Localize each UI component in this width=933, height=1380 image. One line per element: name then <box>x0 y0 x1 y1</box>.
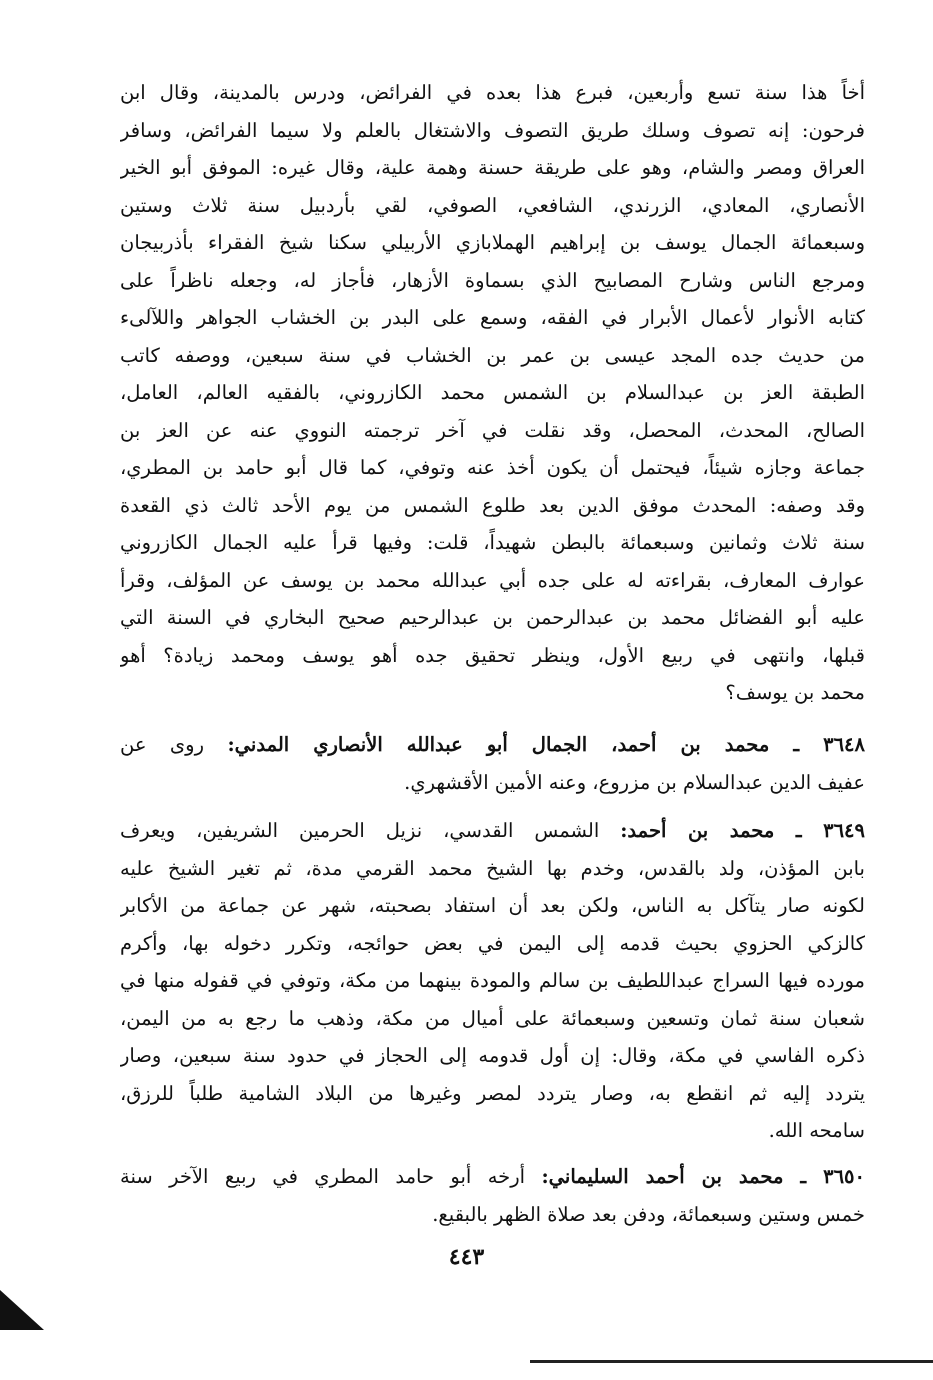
text-line: بابن المؤذن، ولد بالقدس، وخدم بها الشيخ محمد القرمي مدة، ثم تغير الشيخ عليه <box>120 856 865 880</box>
text-line: كالزكي الحزوي بحيث قدمه إلى اليمن في بعض حوائجه، وتكرر دخوله بها، وأكرم <box>120 931 865 955</box>
text-line: شعبان سنة ثمان وتسعين وسبعمائة على أميال من مكة، وذهب ما رجع به من اليمن، <box>120 1006 865 1030</box>
entry-3649 <box>120 812 865 1150</box>
entry-first-line <box>120 1158 865 1196</box>
text-line: جماعة وجازه شيئاً، فيحتمل أن يكون أخذ عنه وتوفي، كما قال أبو حامد بن المطري، <box>120 456 865 479</box>
text-line: ذكره الفاسي في مكة، وقال: إن أول قدومه إلى الحجاز في حدود سنة سبعين، وصار <box>120 1044 865 1067</box>
text-line: لكونه صار يتآكل به الناس، ولكن بعد أن استفاد بصحبته، شهر عن جماعة من الأكابر <box>120 894 865 917</box>
scan-corner-shadow <box>0 1290 44 1330</box>
entry-heading: ٣٦٥٠ ـ محمد بن أحمد السليماني: <box>541 1165 865 1188</box>
text-line: سامحه الله. <box>768 1119 865 1142</box>
text-line: كتابه الأنوار لأعمال الأبرار في الفقه، وسمع على البدر بن الخشاب الجواهر واللآلىء <box>120 306 865 329</box>
entry-3650 <box>120 1158 865 1233</box>
text-line: يتردد إليه ثم انقطع به، وصار يتردد لمصر وغيرها من البلاد الشامية طلباً للرزق، <box>120 1081 865 1105</box>
entry-text: روى عن <box>120 733 228 756</box>
text-line: عفيف الدين عبدالسلام بن مزروع، وعنه الأمين الأقشهري. <box>404 770 865 794</box>
text-line: الطبقة العز بن عبدالسلام بن الشمس محمد الكازروني، بالفقيه العالم، العامل، <box>120 381 865 404</box>
text-line: قبلها، وانتهى في ربيع الأول، وينظر تحقيق جده أهو يوسف ومحمد زيادة؟ أهو <box>120 643 865 667</box>
entry-heading: ٣٦٤٩ ـ محمد بن أحمد: <box>620 819 865 842</box>
continued-biography-paragraph <box>120 74 865 712</box>
text-line: الصالح، المحدث، المحصل، وقد نقلت في آخر ترجمته النووي عنه عن العز بن <box>120 418 865 442</box>
text-line: وقد وصفه: المحدث موفق الدين بعد طلوع الشمس من يوم الأحد ثالث ذي القعدة <box>120 493 865 517</box>
text-line: فرحون: إنه تصوف وسلك طريق التصوف والاشتغال بالعلم ولا سيما الفرائض، وسافر <box>120 118 865 142</box>
text-line: ومرجع الناس وشارح المصابيح الذي بسماوة الأزهار، فأجاز له، وجعله ناظراً على <box>120 268 865 292</box>
text-line: وسبعمائة الجمال يوسف بن إبراهيم الهملابازي الأربيلي سكنا شيخ الفقراء بأذربيجان <box>120 231 865 254</box>
text-line: خمس وستين وسبعمائة، ودفن بعد صلاة الظهر بالبقيع. <box>432 1202 865 1226</box>
text-line: العراق ومصر والشام، وهو على طريقة حسنة وهمة علية، وقال غيره: الموفق أبو الخير <box>120 156 865 179</box>
entry-first-line <box>120 726 865 764</box>
entry-heading: ٣٦٤٨ ـ محمد بن أحمد، الجمال أبو عبدالله الأنصاري المدني: <box>227 733 865 756</box>
entry-first-line <box>120 812 865 850</box>
text-line: سنة ثلاث وثمانين وسبعمائة بالبطن شهيداً، قلت: وفيها قرأ عليه الجمال الكازروني <box>120 531 865 554</box>
text-line: من حديث جده المجد عيسى بن عمر بن الخشاب في سنة سبعين، ووصفه كاتب <box>120 343 865 367</box>
text-line: مورده فيها السراج عبداللطيف بن سالم والمودة بينهما من مكة، وتوفي في قفوله منها في <box>120 969 865 992</box>
text-line: محمد بن يوسف؟ <box>725 681 865 704</box>
entry-text: أرخه أبو حامد المطري في ربيع الآخر سنة <box>120 1165 542 1188</box>
scan-edge-line <box>530 1360 933 1363</box>
text-line: عليه أبو الفضائل محمد بن عبدالرحمن بن عبدالرحيم صحيح البخاري في السنة التي <box>120 606 865 629</box>
text-line: الأنصاري، المعادي، الزرندي، الشافعي، الصوفي، لقي بأردبيل سنة ثلاث وستين <box>120 193 865 217</box>
page-number: ٤٤٣ <box>448 1244 485 1270</box>
entry-3648 <box>120 726 865 801</box>
entry-text: الشمس القدسي، نزيل الحرمين الشريفين، ويعرف <box>120 819 621 842</box>
text-line: عوارف المعارف، بقراءته له على جده أبي عبدالله محمد بن يوسف عن المؤلف، وقرأ <box>120 568 865 592</box>
text-line: أخاً هذا سنة تسع وأربعين، فبرع هذا بعده في الفرائض، ودرس بالمدينة، وقال ابن <box>120 81 865 104</box>
